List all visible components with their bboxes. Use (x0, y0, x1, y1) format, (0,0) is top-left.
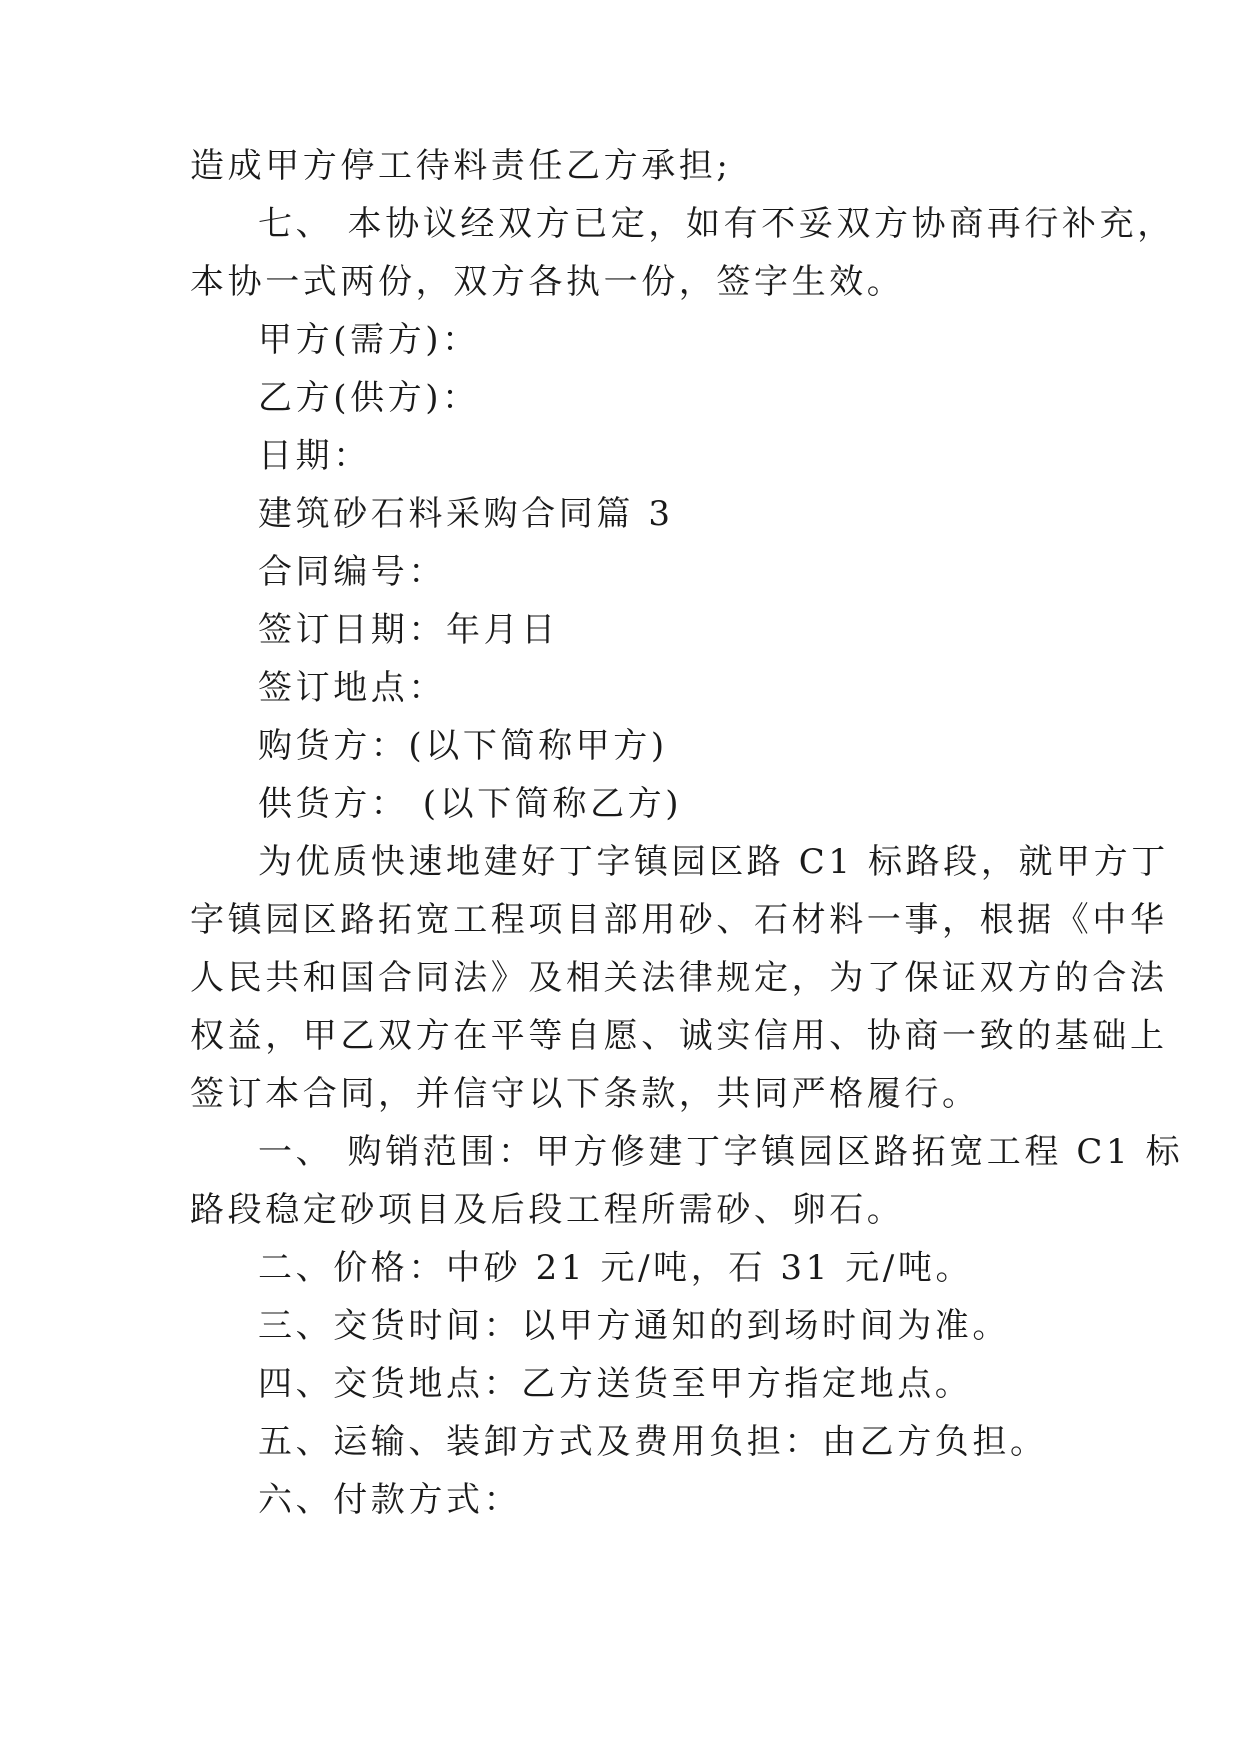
text-line: 签订地点： (258, 668, 446, 708)
text-line: 为优质快速地建好丁字镇园区路 C1 标路段，就甲方丁 (258, 842, 1169, 882)
text-line: 五、运输、装卸方式及费用负担：由乙方负担。 (258, 1422, 1048, 1462)
text-line: 六、付款方式： (258, 1480, 522, 1520)
text-line: 一、 购销范围：甲方修建丁字镇园区路拓宽工程 C1 标 (258, 1132, 1184, 1172)
text-line: 本协一式两份，双方各执一份，签字生效。 (190, 262, 905, 302)
text-line: 二、价格：中砂 21 元/吨，石 31 元/吨。 (258, 1248, 974, 1288)
section-heading: 建筑砂石料采购合同篇 3 (258, 494, 674, 534)
text-line: 购货方：(以下简称甲方) (258, 726, 668, 766)
text-line: 造成甲方停工待料责任乙方承担; (190, 146, 732, 186)
text-line: 七、 本协议经双方已定，如有不妥双方协商再行补充， (258, 204, 1175, 244)
text-line: 四、交货地点：乙方送货至甲方指定地点。 (258, 1364, 973, 1404)
text-line: 签订日期：年月日 (258, 610, 559, 650)
text-line: 人民共和国合同法》及相关法律规定，为了保证双方的合法 (190, 958, 1168, 998)
text-line: 合同编号： (258, 552, 446, 592)
text-line: 字镇园区路拓宽工程项目部用砂、石材料一事，根据《中华 (190, 900, 1168, 940)
text-line: 签订本合同，并信守以下条款，共同严格履行。 (190, 1074, 980, 1114)
text-line: 路段稳定砂项目及后段工程所需砂、卵石。 (190, 1190, 905, 1230)
text-line: 日期： (258, 436, 371, 476)
text-line: 供货方： (以下简称乙方) (258, 784, 683, 824)
text-line: 三、交货时间：以甲方通知的到场时间为准。 (258, 1306, 1010, 1346)
text-line: 权益，甲乙双方在平等自愿、诚实信用、协商一致的基础上 (190, 1016, 1168, 1056)
text-line: 甲方(需方)： (258, 320, 480, 360)
text-line: 乙方(供方)： (258, 378, 480, 418)
